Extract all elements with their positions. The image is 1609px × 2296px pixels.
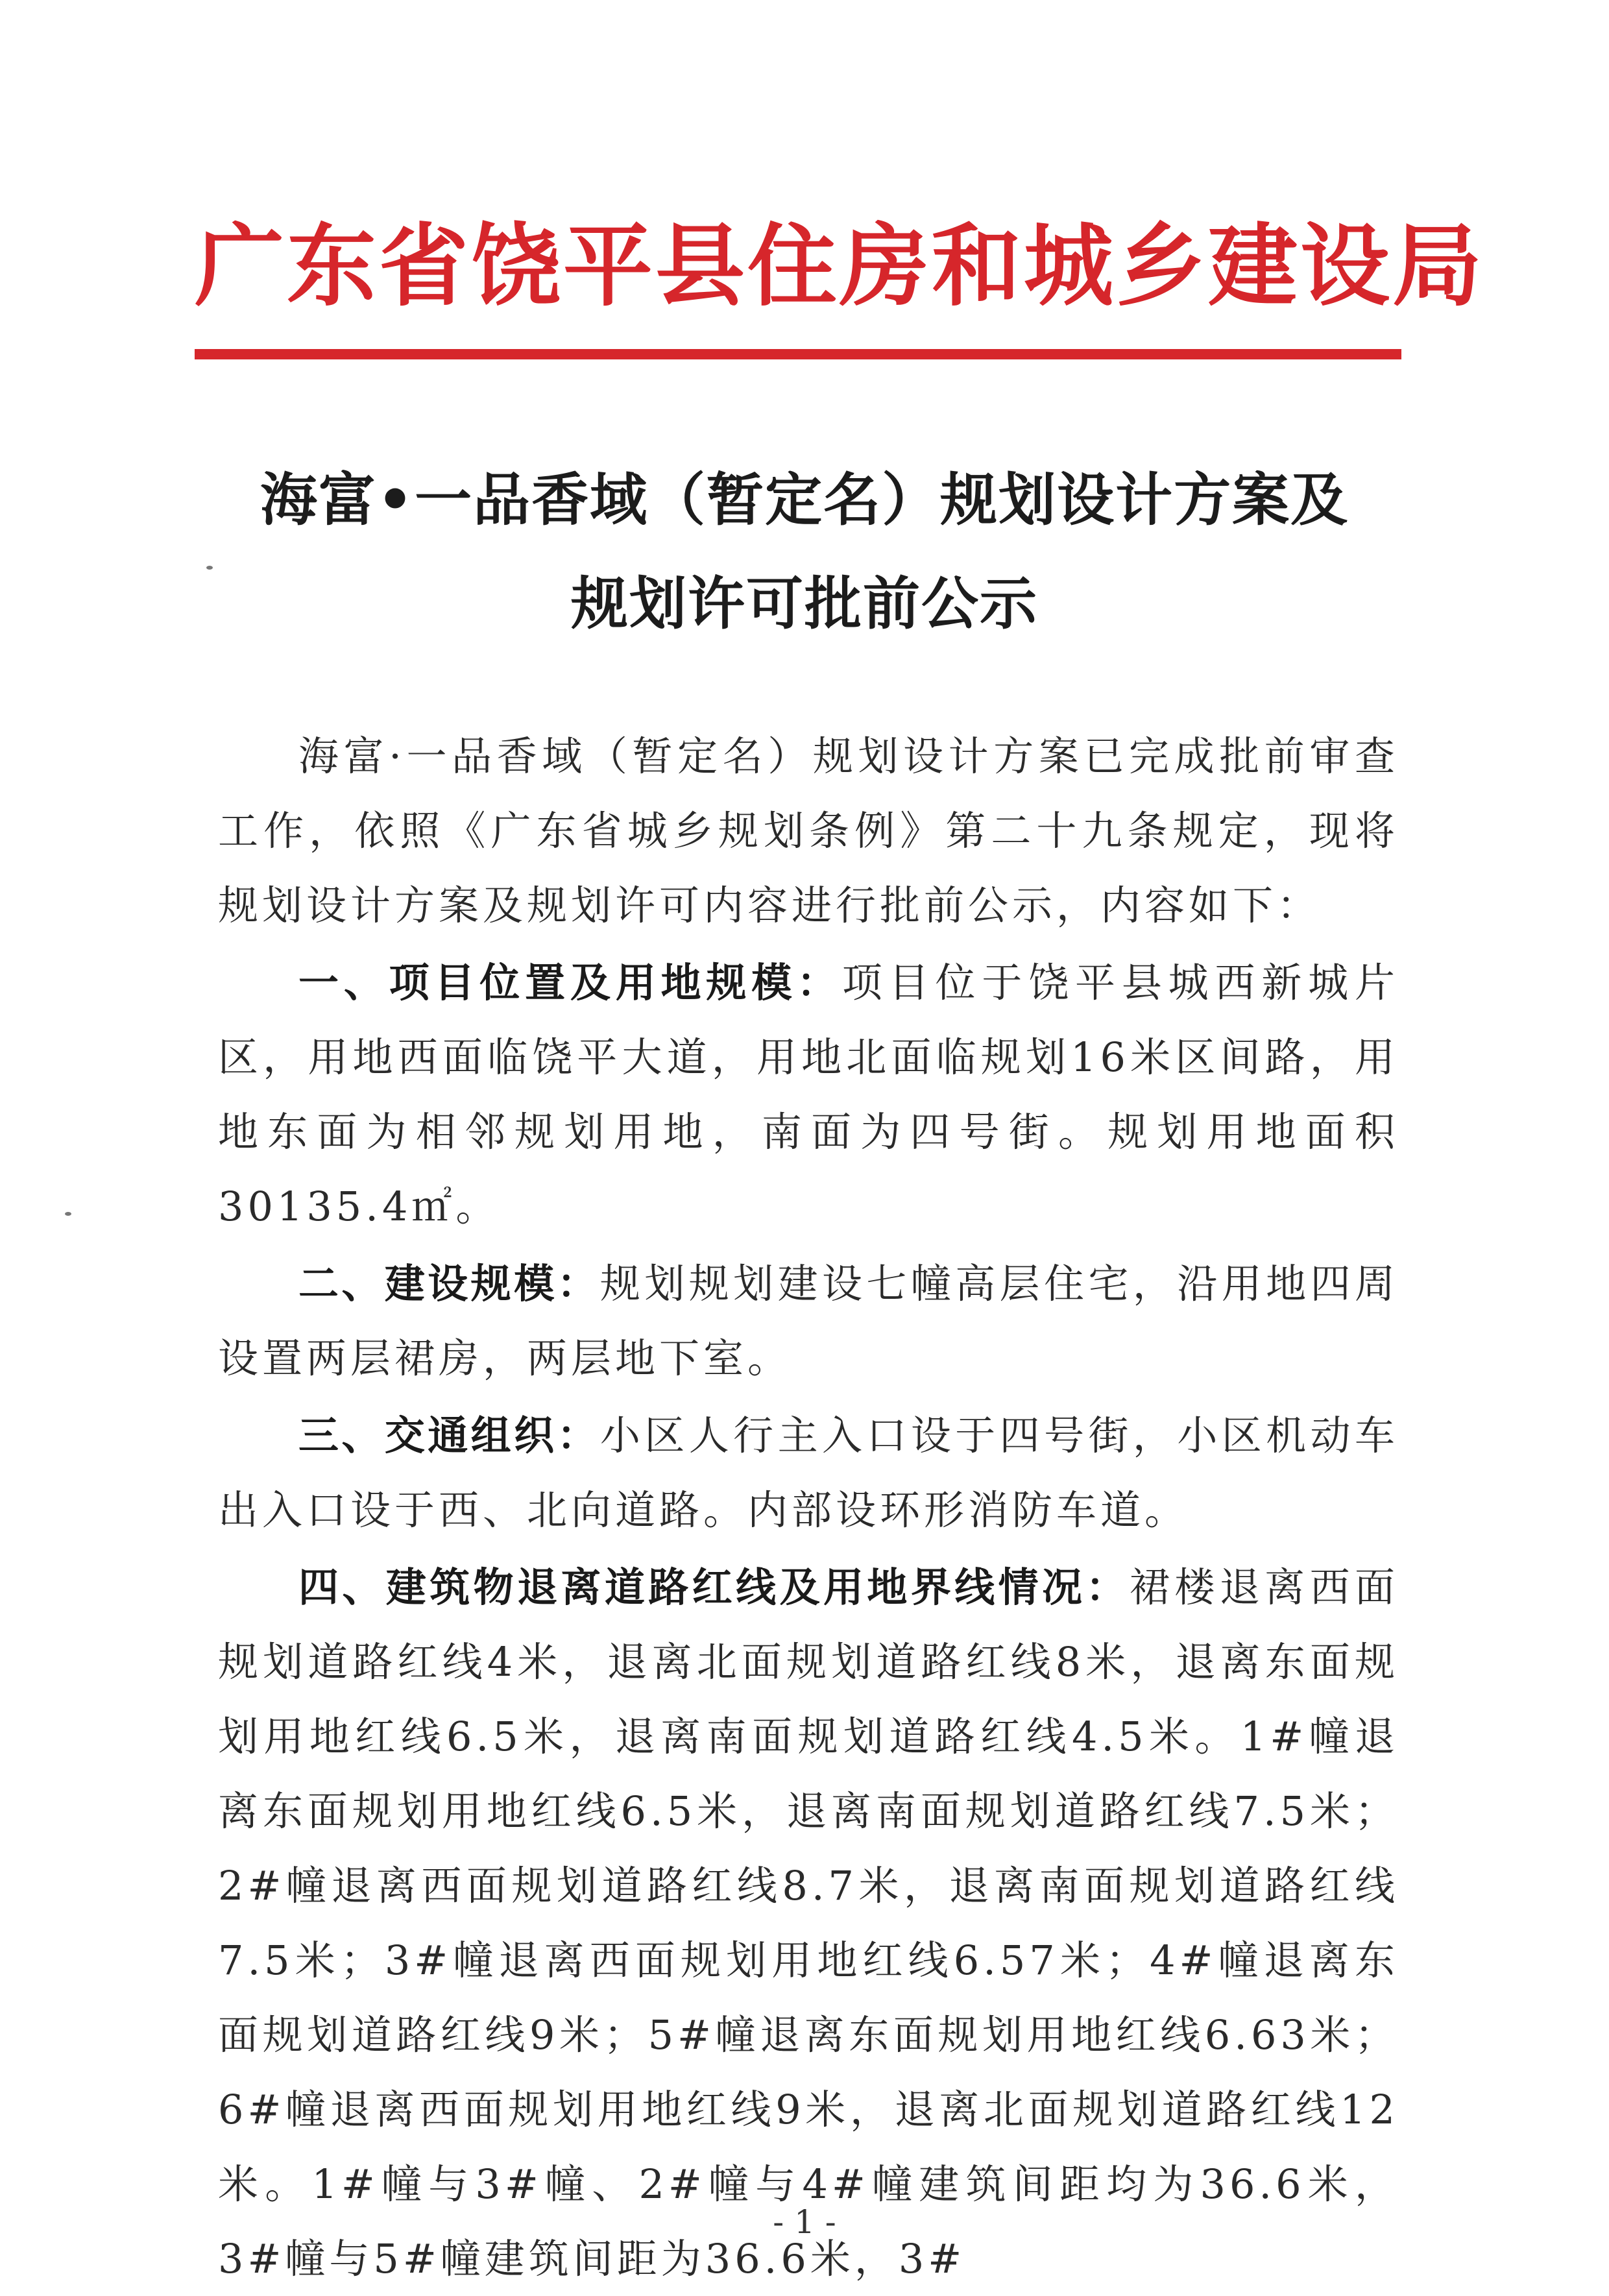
section-text: 裙楼退离西面规划道路红线4米，退离北面规划道路红线8米，退离东面规划用地红线6.5米，退离南面规划道路红线4.5米。1#幢退离东面规划用地红线6.5米，退离南面规划道路红线7.5米；2#幢退离西面规划道路红线8.7米，退离南面规划道路红线7.5米；3#幢退离西面规划用地红线6.57米；4#幢退离东面规划道路红线9米；5#幢退离东面规划用地红线6.63米；6#幢退离西面规划用地红线9米，退离北面规划道路红线12米。1#幢与3#幢、2#幢与4#幢建筑间距均为36.6米，3#幢与5#幢建筑间距为36.6米，3# xyxy=(218,1564,1399,2282)
page-number: - 1 - xyxy=(773,2203,836,2241)
section-text: 规划规划建设七幢高层住宅，沿用地四周设置两层裙房，两层地下室。 xyxy=(218,1260,1399,1382)
issuer-masthead: 广东省饶平县住房和城乡建设局 xyxy=(195,213,1485,319)
document-title-line-2: 规划许可批前公示 xyxy=(570,570,1038,637)
document-title xyxy=(195,448,1414,655)
section-heading: 四、建筑物退离道路红线及用地界线情况： xyxy=(298,1564,1130,1611)
section-text: 项目位于饶平县城西新城片区，用地西面临饶平大道，用地北面临规划16米区间路，用地东面为相邻规划用地，南面为四号街。规划用地面积30135.4㎡。 xyxy=(218,959,1399,1230)
section-traffic xyxy=(218,1398,1399,1547)
section-location-scale xyxy=(218,945,1399,1244)
scan-speck xyxy=(206,566,213,570)
section-heading: 二、建设规模： xyxy=(298,1260,600,1307)
section-setbacks xyxy=(218,1550,1399,2296)
section-text: 小区人行主入口设于四号街，小区机动车出入口设于西、北向道路。内部设环形消防车道。 xyxy=(218,1412,1399,1534)
section-construction-scale xyxy=(218,1246,1399,1396)
scan-speck xyxy=(65,1212,71,1216)
section-heading: 一、项目位置及用地规模： xyxy=(298,959,842,1006)
section-heading: 三、交通组织： xyxy=(298,1412,600,1459)
document-body xyxy=(218,719,1399,2296)
red-divider-line xyxy=(195,349,1401,359)
document-title-line-1: 海富•一品香域（暂定名）规划设计方案及 xyxy=(260,466,1349,533)
intro-paragraph: 海富·一品香域（暂定名）规划设计方案已完成批前审查工作，依照《广东省城乡规划条例》第二十九条规定，现将规划设计方案及规划许可内容进行批前公示，内容如下： xyxy=(218,732,1399,929)
